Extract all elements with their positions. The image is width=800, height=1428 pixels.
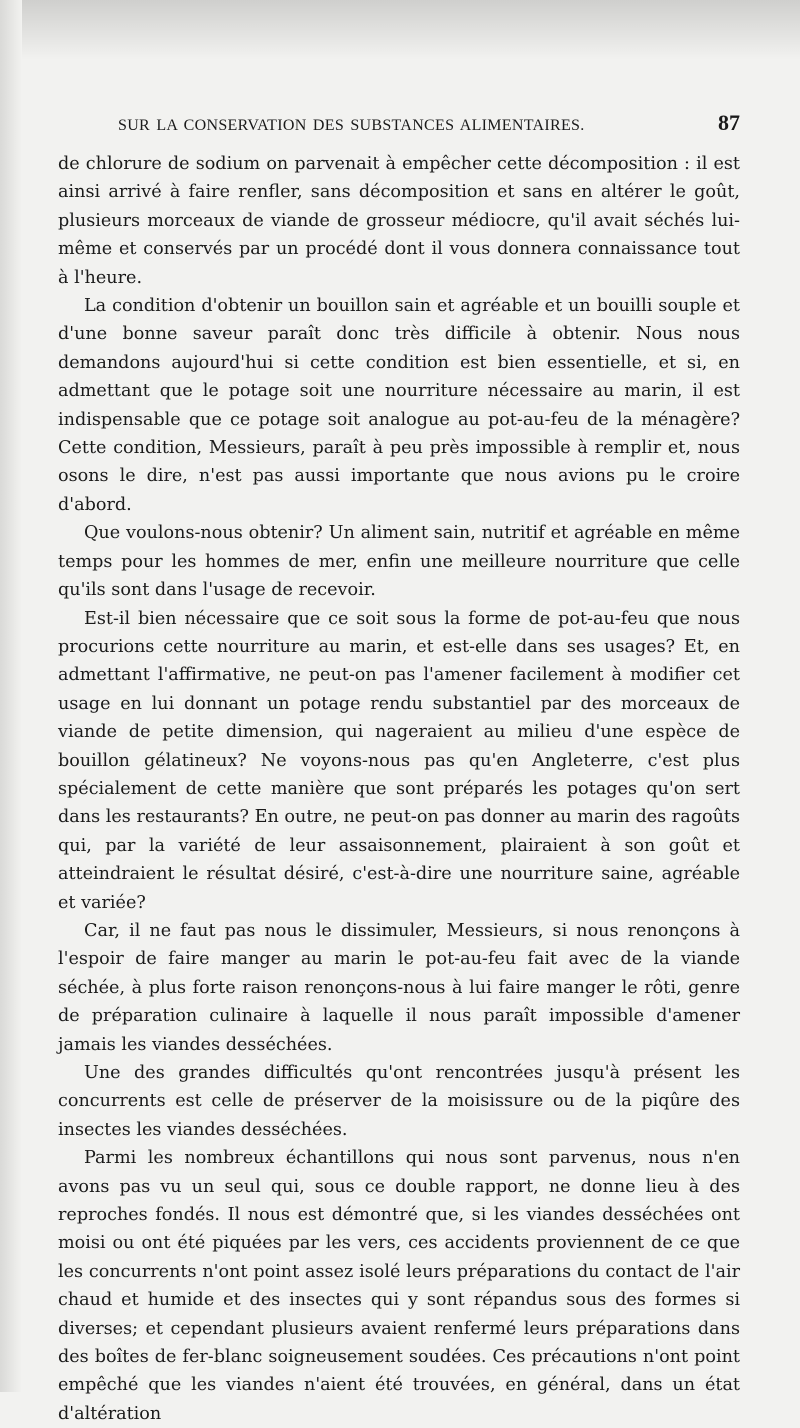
body-text [58,150,740,1428]
paragraph-1: de chlorure de sodium on parvenait à empêcher cette décomposition : il est ainsi arrivé à faire renfler, sans décomposition et sans en altérer le goût, plusieurs morceaux de viande de grosseur médiocre, qu'il avait séchés lui-même et conservés par un procédé dont il vous donnera connaissance tout à l'heure. [58,154,740,288]
paragraph-3: Que voulons-nous obtenir? Un aliment sain, nutritif et agréable en même temps pour les hommes de mer, enfin une meilleure nourriture que celle qu'ils sont dans l'usage de recevoir. [58,523,740,601]
scan-shadow-top [0,0,800,60]
running-header [58,110,740,150]
paragraph-6: Une des grandes difficultés qu'ont rencontrées jusqu'à présent les concurrents est celle de préserver de la moisissure ou de la piqûre des insectes les viandes desséchées. [58,1063,740,1140]
paragraph-2: La condition d'obtenir un bouillon sain et agréable et un bouilli souple et d'une bonne saveur paraît donc très difficile à obtenir. Nous nous demandons aujourd'hui si cette condition est bien essentielle, et si, en admettant que le potage soit une nourriture nécessaire au marin, il est indispensable que ce potage soit analogue au pot-au-feu de la ménagère? Cette condition, Messieurs, paraît à peu près impossible à remplir et, nous osons le dire, n'est pas aussi importante que nous avions pu le croire d'abord. [58,296,740,515]
paragraph-5: Car, il ne faut pas nous le dissimuler, Messieurs, si nous renonçons à l'espoir de faire manger au marin le pot-au-feu fait avec de la viande séchée, à plus forte raison renonçons-nous à lui faire manger le rôti, genre de préparation culinaire à laquelle il nous paraît impossible d'amener jamais les viandes desséchées. [58,920,740,1055]
header-title: SUR LA CONSERVATION DES SUBSTANCES ALIMENTAIRES. [118,117,585,134]
paragraph-4: Est-il bien nécessaire que ce soit sous la forme de pot-au-feu que nous procurions cette nourriture au marin, et est-elle dans ses usages? Et, en admettant l'affirmative, ne peut-on pas l'amener facilement à modifier cet usage en lui donnant un potage rendu substantiel par des morceaux de viande de petite dimension, qui nageraient au milieu d'une espèce de bouillon gélatineux? Ne voyons-nous pas qu'en Angleterre, c'est plus spécialement de cette manière que sont préparés les potages qu'on sert dans les restaurants? En outre, ne peut-on pas donner au marin des ragoûts qui, par la variété de leur assaisonnement, plairaient à son goût et atteindraient le résultat désiré, c'est-à-dire une nourriture saine, agréable et variée? [58,608,740,913]
book-page [58,110,740,1428]
paragraph-7: Parmi les nombreux échantillons qui nous sont parvenus, nous n'en avons pas vu un seul qui, sous ce double rapport, ne donne lieu à des reproches fondés. Il nous est démontré que, si les viandes desséchées ont moisi ou ont été piquées par les vers, ces accidents proviennent de ce que les concurrents n'ont point assez isolé leurs préparations du contact de l'air chaud et humide et des insectes qui y sont répandus sous des formes si diverses; et cependant plusieurs avaient renfermé leurs préparations dans des boîtes de fer-blanc soigneusement soudées. Ces précautions n'ont point empêché que les viandes n'aient été trouvées, en général, dans un état d'altération [58,1148,740,1424]
scan-shadow-left [0,0,22,1392]
page-number: 87 [718,110,740,135]
